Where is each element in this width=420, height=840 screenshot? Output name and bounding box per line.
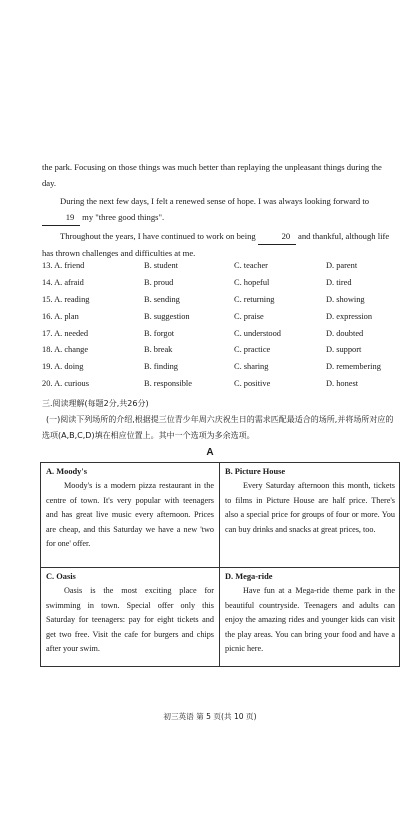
- place-description: Moody's is a modern pizza restaurant in the centre of town. It's very popular with teenagers and has great live music every afternoon. Prices are cheap, and this Saturday we have a new 'two for one' offer.: [46, 481, 214, 549]
- passage-text: the park. Focusing on those things was much better than replaying the unpleasant things during the day.: [42, 162, 382, 188]
- option-c: C. teacher: [234, 261, 268, 270]
- table-divider-vertical: [219, 463, 220, 666]
- option-a: 14. A. afraid: [42, 277, 84, 287]
- passage-text: Throughout the years, I have continued to work on being: [60, 231, 258, 241]
- table-divider-horizontal: [41, 567, 399, 568]
- page-footer: 初三英语 第 5 页(共 10 页): [163, 712, 257, 721]
- places-table: [40, 462, 400, 667]
- place-title: C. Oasis: [46, 572, 76, 581]
- option-d: D. honest: [326, 379, 359, 389]
- option-d: D. showing: [326, 294, 365, 304]
- option-row-16: [42, 312, 394, 329]
- option-d: D. support: [326, 345, 362, 355]
- option-b: B. proud: [144, 277, 174, 287]
- place-card-c: [46, 570, 214, 657]
- option-row-19: [42, 362, 394, 379]
- passage-paragraph-2: [42, 193, 394, 226]
- option-row-15: [42, 295, 394, 312]
- place-description: Have fun at a Mega-ride theme park in the beautiful countryside. Teenagers and adults can enjoy the amazing rides and younger kids can visit the play areas. You can bring your food and have a picnic here.: [225, 586, 395, 654]
- passage-paragraph-1: [42, 159, 394, 191]
- place-title: A. Moody's: [46, 467, 87, 476]
- option-row-13: [42, 261, 394, 278]
- place-title: D. Mega-ride: [225, 572, 273, 581]
- option-a: 15. A. reading: [42, 294, 90, 304]
- option-a: 19. A. doing: [42, 362, 84, 372]
- option-a: 13. A. friend: [42, 261, 85, 270]
- option-b: B. finding: [144, 362, 178, 372]
- option-d: D. remembering: [326, 362, 381, 372]
- place-card-a: [46, 465, 214, 552]
- passage-paragraph-3: [42, 228, 394, 261]
- option-b: B. responsible: [144, 379, 192, 389]
- place-description: Oasis is the most exciting place for swimming in town. Special offer only this Saturday for teenagers: pay for eight tickets and get two free. Visit the cafe for burgers and chips after your swim.: [46, 586, 214, 654]
- option-c: C. returning: [234, 294, 275, 304]
- option-d: D. parent: [326, 261, 358, 270]
- place-title: B. Picture House: [225, 467, 286, 476]
- place-card-d: [225, 570, 395, 657]
- section-instruction: (一)阅读下列场所的介绍,根据提三位青少年周六庆祝生日的需求匹配最适合的场所,并将场所对应的选项(A,B,C,D)填在相应位置上。其中一个选项为多余选项。: [42, 415, 394, 440]
- option-b: B. sending: [144, 294, 180, 304]
- option-b: B. forgot: [144, 328, 175, 338]
- option-b: B. student: [144, 261, 178, 270]
- option-a: 18. A. change: [42, 345, 89, 355]
- option-b: B. break: [144, 345, 173, 355]
- option-row-17: [42, 329, 394, 346]
- passage-text: my "three good things".: [80, 212, 165, 222]
- option-d: D. doubted: [326, 328, 364, 338]
- option-row-14: [42, 278, 394, 295]
- option-c: C. praise: [234, 311, 264, 321]
- option-c: C. sharing: [234, 362, 269, 372]
- option-a: 16. A. plan: [42, 311, 79, 321]
- place-card-b: [225, 465, 395, 537]
- options-list: [42, 261, 394, 396]
- option-c: C. practice: [234, 345, 271, 355]
- place-description: Every Saturday afternoon this month, tickets to films in Picture House are half price. There's also a special price for groups of four or more. You can buy drinks and snacks at great prices, too.: [225, 481, 395, 534]
- option-a: 17. A. needed: [42, 328, 89, 338]
- passage-text: During the next few days, I felt a renewed sense of hope. I was always looking forward to: [60, 196, 370, 206]
- option-row-20: [42, 379, 394, 396]
- blank-19[interactable]: 19: [42, 209, 80, 226]
- option-c: C. understood: [234, 328, 281, 338]
- section-heading: 三.阅读理解(每题2分,共26分): [42, 399, 149, 408]
- part-label: A: [206, 447, 214, 458]
- option-d: D. expression: [326, 311, 373, 321]
- blank-20[interactable]: 20: [258, 228, 296, 245]
- option-b: B. suggestion: [144, 311, 190, 321]
- option-row-18: [42, 345, 394, 362]
- option-c: C. hopeful: [234, 277, 270, 287]
- option-c: C. positive: [234, 379, 271, 389]
- passage-text: and thankful, although life has thrown challenges and difficulties at me.: [42, 231, 390, 258]
- option-d: D. tired: [326, 277, 352, 287]
- option-a: 20. A. curious: [42, 379, 89, 389]
